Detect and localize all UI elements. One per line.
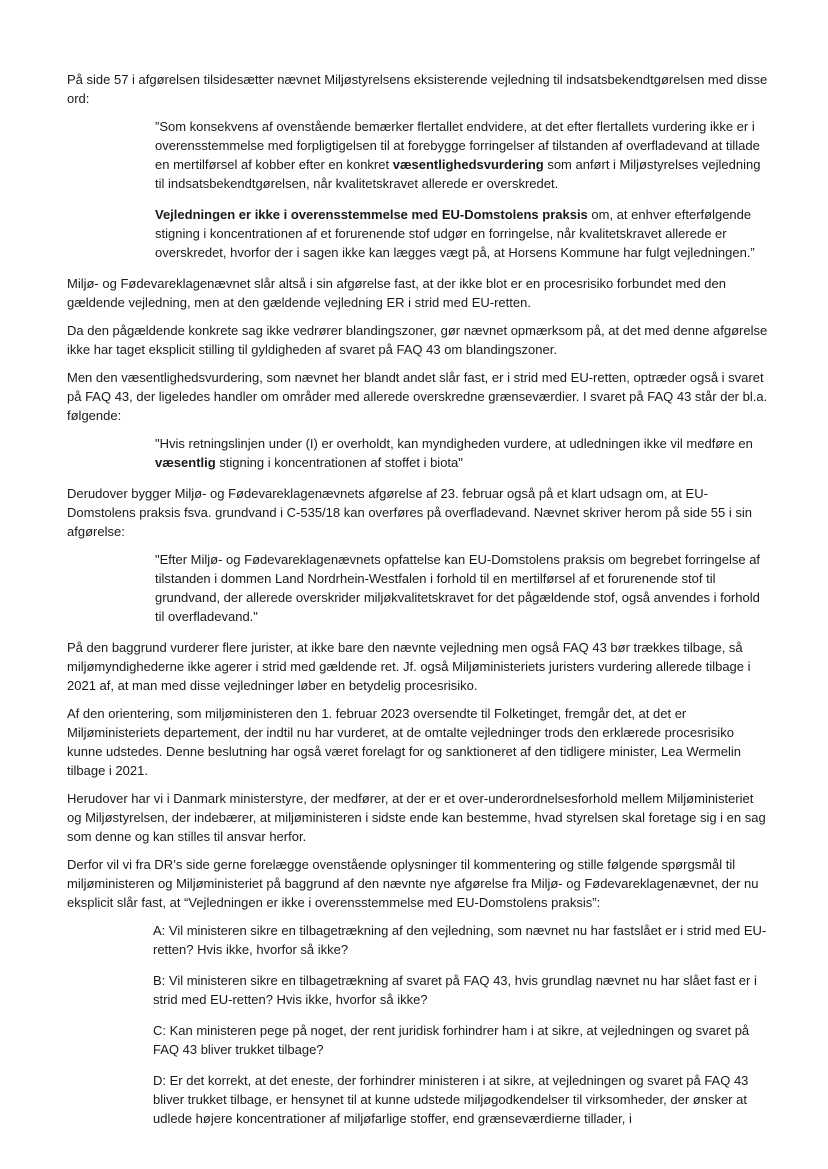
question-b: B: Vil ministeren sikre en tilbagetrækning af svaret på FAQ 43, hvis grundlag nævnet nu har slået fast er i strid med EU-retten? Hvis ikke, hvorfor så ikke?	[153, 973, 757, 1007]
paragraph-7: Af den orientering, som miljøministeren den 1. februar 2023 oversendte til Folketinget, fremgår det, at det er Miljøministeriets departement, der indtil nu har vurderet, at de omtalte vejledninger trods den erklærede procesrisiko kunne udstedes. Denne beslutning har også været forelagt for og sanktioneret af den tidligere minister, Lea Wermelin tilbage i 2021.	[67, 706, 741, 778]
paragraph-5: Derudover bygger Miljø- og Fødevareklagenævnets afgørelse af 23. februar også på et klart udsagn om, at EU-Domstolens praksis fsva. grundvand i C-535/18 kan overføres på overfladevand. Nævnet skriver herom på side 55 i sin afgørelse:	[67, 486, 752, 539]
quote-text: som anført i Miljøstyrelses vejledning til indsatsbekendtgørelsen, når kvalitetskravet allerede er overskredet.	[155, 157, 761, 191]
blockquote-decision	[155, 117, 770, 262]
quote-paragraph-2	[155, 205, 770, 262]
question-d: D: Er det korrekt, at det eneste, der forhindrer ministeren i at sikre, at vejledningen og svaret på FAQ 43 bliver trukket tilbage, er hensynet til at kunne udstede miljøgodkendelser til virksomheder, der ønsker at udlede højere koncentrationer af miljøfarlige stoffer, end grænseværdierne tillader, i	[153, 1073, 749, 1126]
quote-bold-term: væsentlig	[155, 455, 216, 470]
quote-faq43	[155, 434, 770, 472]
quote-bold-term: væsentlighedsvurdering	[392, 157, 544, 172]
paragraph-8: Herudover har vi i Danmark ministerstyre, der medfører, at der er et over-underordnelsesforhold mellem Miljøministeriet og Miljøstyrelsen, der indebærer, at miljøministeren i sidste ende kan bestemme, hvad styrelsen skal foretage sig i en sag som denne og kan stilles til ansvar herfor.	[67, 791, 766, 844]
quote-paragraph-1	[155, 117, 770, 193]
paragraph-4: Men den væsentlighedsvurdering, som nævnet her blandt andet slår fast, er i strid med EU-retten, optræder også i svaret på FAQ 43, der ligeledes handler om områder med allerede overskredne grænseværdier. I svaret på FAQ 43 står der bl.a. følgende:	[67, 370, 768, 423]
question-list	[153, 921, 770, 1128]
quote-text: ”Som konsekvens af ovenstående bemærker flertallet endvidere, at det efter flertallets vurdering ikke er i overensstemmelse med forpligtigelsen til at forebygge forringelser af tilstanden af overfladevand at tillade en mertilførsel af kobber efter en konkret	[155, 119, 760, 172]
quote-text: om, at enhver efterfølgende stigning i koncentrationen af et forurenende stof udgør en forringelse, når kvalitetskravet allerede er overskredet, hvorfor der i sagen ikke kan lægges vægt på, at Horsens Kommune har fulgt vejledningen.”	[155, 207, 755, 260]
quote-text: stigning i koncentrationen af stoffet i biota"	[215, 455, 463, 470]
blockquote-faq43	[155, 434, 770, 472]
quote-bold-statement: Vejledningen er ikke i overensstemmelse med EU-Domstolens praksis	[155, 207, 588, 222]
paragraph-6: På den baggrund vurderer flere jurister, at ikke bare den nævnte vejledning men også FAQ 43 bør trækkes tilbage, så miljømyndighederne ikke agerer i strid med gældende ret. Jf. også Miljøministeriets juristers vurdering allerede tilbage i 2021 af, at man med disse vejledninger løber en betydelig procesrisiko.	[67, 640, 751, 693]
blockquote-page55	[155, 550, 770, 626]
question-a: A: Vil ministeren sikre en tilbagetrækning af den vejledning, som nævnet nu har fastslået er i strid med EU-retten? Hvis ikke, hvorfor så ikke?	[153, 923, 767, 957]
question-c: C: Kan ministeren pege på noget, der rent juridisk forhindrer ham i at sikre, at vejledningen og svaret på FAQ 43 bliver trukket tilbage?	[153, 1023, 750, 1057]
paragraph-2: Miljø- og Fødevareklagenævnet slår altså i sin afgørelse fast, at der ikke blot er en procesrisiko forbundet med den gældende vejledning, men at den gældende vejledning ER i strid med EU-retten.	[67, 276, 726, 310]
quote-text: "Hvis retningslinjen under (I) er overholdt, kan myndigheden vurdere, at udledningen ikke vil medføre en	[155, 436, 753, 451]
paragraph-3: Da den pågældende konkrete sag ikke vedrører blandingszoner, gør nævnet opmærksom på, at det med denne afgørelse ikke har taget eksplicit stilling til gyldigheden af svaret på FAQ 43 om blandingszoner.	[67, 323, 768, 357]
quote-page55: "Efter Miljø- og Fødevareklagenævnets opfattelse kan EU-Domstolens praksis om begrebet forringelse af tilstanden i dommen Land Nordrhein-Westfalen i forhold til en mertilførsel af et forurenende stof til grundvand, der allerede overskrider miljøkvalitetskravet for det pågældende stof, også anvendes i forhold til overfladevand."	[155, 552, 761, 624]
paragraph-9: Derfor vil vi fra DR’s side gerne forelægge ovenstående oplysninger til kommentering og stille følgende spørgsmål til miljøministeren og Miljøministeriet på baggrund af den nævnte nye afgørelse fra Miljø- og Fødevareklagenævnet, der nu eksplicit slår fast, at “Vejledningen er ikke i overensstemmelse med EU-Domstolens praksis”:	[67, 857, 759, 910]
paragraph-intro: På side 57 i afgørelsen tilsidesætter nævnet Miljøstyrelsens eksisterende vejledning til indsatsbekendtgørelsen med disse ord:	[67, 72, 768, 106]
